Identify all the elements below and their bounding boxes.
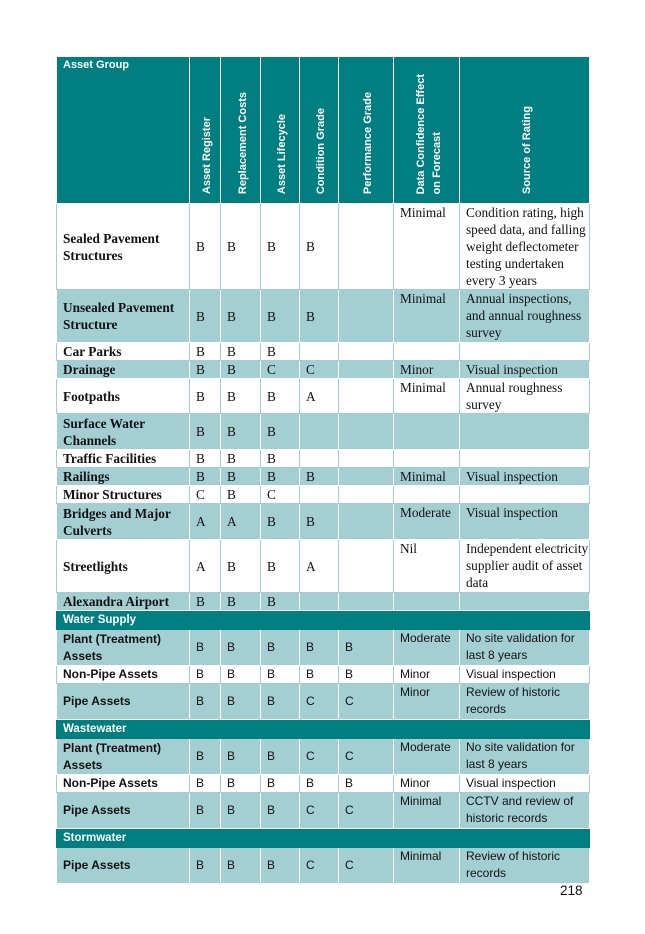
source-of-rating-cell: Annual roughness survey [460,379,590,414]
asset-lifecycle-cell: B [261,290,300,343]
asset-lifecycle-cell: C [261,361,300,379]
replacement-costs-cell: B [221,666,261,684]
asset-name-cell: Plant (Treatment) Assets [57,630,190,666]
condition-grade-cell: A [300,540,339,593]
replacement-costs-cell: B [221,848,261,884]
data-confidence-effect-cell [394,414,460,450]
performance-grade-cell [339,204,394,290]
table-body [57,204,590,884]
asset-lifecycle-cell: B [261,468,300,486]
replacement-costs-cell: B [221,379,261,414]
asset-name-cell: Unsealed Pavement Structure [57,290,190,343]
source-of-rating-cell: No site validation for last 8 years [460,739,590,775]
condition-grade-cell [300,343,339,361]
section-header-cell [460,829,590,848]
asset-register-cell: B [190,739,221,775]
table-header-row [57,57,590,204]
table-row [57,540,590,593]
replacement-costs-cell: A [221,504,261,540]
data-confidence-effect-cell: Minimal [394,204,460,290]
performance-grade-cell [339,414,394,450]
source-of-rating-cell: CCTV and review of historic records [460,793,590,829]
performance-grade-cell [339,593,394,611]
asset-name-cell: Footpaths [57,379,190,414]
header-replacement-costs-label: Replacement Costs [236,91,249,194]
condition-grade-cell: C [300,361,339,379]
section-header-row [57,720,590,739]
section-header-cell [460,611,590,630]
replacement-costs-cell: B [221,593,261,611]
asset-lifecycle-cell: B [261,593,300,611]
replacement-costs-cell: B [221,361,261,379]
source-of-rating-cell: Visual inspection [460,666,590,684]
data-confidence-effect-cell: Minimal [394,379,460,414]
section-header-cell [221,720,261,739]
asset-name-cell: Sealed Pavement Structures [57,204,190,290]
performance-grade-cell [339,486,394,504]
replacement-costs-cell: B [221,486,261,504]
asset-name-cell: Streetlights [57,540,190,593]
table-row [57,504,590,540]
section-header-cell [394,611,460,630]
section-header-cell [261,611,300,630]
section-title: Water Supply [57,611,190,630]
replacement-costs-cell: B [221,468,261,486]
data-confidence-effect-cell: Moderate [394,739,460,775]
condition-grade-cell: B [300,468,339,486]
section-header-cell [339,611,394,630]
table-row [57,739,590,775]
asset-register-cell: B [190,361,221,379]
data-confidence-effect-cell: Nil [394,540,460,593]
section-header-cell [460,720,590,739]
section-header-cell [300,720,339,739]
data-confidence-effect-cell: Minimal [394,290,460,343]
performance-grade-cell: B [339,666,394,684]
header-replacement-costs [221,57,261,204]
asset-register-cell: B [190,775,221,793]
performance-grade-cell [339,361,394,379]
asset-register-cell: B [190,630,221,666]
asset-lifecycle-cell: B [261,414,300,450]
asset-lifecycle-cell: B [261,793,300,829]
performance-grade-cell [339,504,394,540]
section-header-cell [300,611,339,630]
asset-name-cell: Railings [57,468,190,486]
header-asset-lifecycle [261,57,300,204]
table-row [57,343,590,361]
replacement-costs-cell: B [221,775,261,793]
replacement-costs-cell: B [221,204,261,290]
condition-grade-cell [300,414,339,450]
asset-name-cell: Traffic Facilities [57,450,190,468]
asset-register-cell: B [190,793,221,829]
performance-grade-cell [339,343,394,361]
asset-lifecycle-cell: B [261,684,300,720]
condition-grade-cell [300,593,339,611]
condition-grade-cell: B [300,290,339,343]
header-condition-grade-label: Condition Grade [315,107,327,194]
condition-grade-cell: A [300,379,339,414]
header-source-of-rating [460,57,590,204]
replacement-costs-cell: B [221,739,261,775]
asset-name-cell: Bridges and Major Culverts [57,504,190,540]
asset-register-cell: B [190,414,221,450]
asset-lifecycle-cell: B [261,848,300,884]
table-row [57,414,590,450]
performance-grade-cell: C [339,848,394,884]
table-row [57,684,590,720]
data-confidence-effect-cell: Minimal [394,468,460,486]
asset-lifecycle-cell: C [261,486,300,504]
source-of-rating-cell: Review of historic records [460,684,590,720]
data-confidence-effect-cell [394,343,460,361]
asset-lifecycle-cell: B [261,775,300,793]
asset-name-cell: Car Parks [57,343,190,361]
condition-grade-cell: C [300,848,339,884]
section-header-row [57,829,590,848]
section-header-cell [190,829,221,848]
asset-lifecycle-cell: B [261,666,300,684]
table-row [57,379,590,414]
asset-register-cell: B [190,593,221,611]
data-confidence-effect-cell: Minor [394,361,460,379]
asset-lifecycle-cell: B [261,504,300,540]
condition-grade-cell: C [300,684,339,720]
asset-lifecycle-cell: B [261,343,300,361]
replacement-costs-cell: B [221,630,261,666]
data-confidence-effect-cell [394,486,460,504]
table-row [57,593,590,611]
performance-grade-cell [339,290,394,343]
performance-grade-cell [339,379,394,414]
section-header-cell [339,720,394,739]
data-confidence-effect-cell: Moderate [394,504,460,540]
section-header-cell [339,829,394,848]
section-title: Wastewater [57,720,190,739]
asset-register-cell: A [190,540,221,593]
section-header-cell [190,720,221,739]
table-row [57,630,590,666]
replacement-costs-cell: B [221,290,261,343]
table-row [57,468,590,486]
table-row [57,361,590,379]
asset-lifecycle-cell: B [261,540,300,593]
asset-register-cell: A [190,504,221,540]
asset-lifecycle-cell: B [261,379,300,414]
source-of-rating-cell: Independent electricity supplier audit of asset data [460,540,590,593]
asset-register-cell: B [190,290,221,343]
data-confidence-effect-cell: Minimal [394,793,460,829]
section-header-cell [394,829,460,848]
data-confidence-effect-cell [394,593,460,611]
source-of-rating-cell [460,450,590,468]
performance-grade-cell: B [339,775,394,793]
asset-lifecycle-cell: B [261,450,300,468]
source-of-rating-cell [460,414,590,450]
header-asset-lifecycle-label: Asset Lifecycle [276,113,288,194]
performance-grade-cell: C [339,793,394,829]
condition-grade-cell: B [300,204,339,290]
asset-name-cell: Plant (Treatment) Assets [57,739,190,775]
header-asset-register [190,57,221,204]
table-row [57,486,590,504]
performance-grade-cell [339,468,394,486]
header-performance-grade-label: Performance Grade [362,91,374,194]
page-number: 218 [560,883,583,898]
data-confidence-effect-cell: Minimal [394,848,460,884]
section-header-cell [221,829,261,848]
condition-grade-cell: B [300,775,339,793]
source-of-rating-cell: Visual inspection [460,504,590,540]
header-source-of-rating-label: Source of Rating [520,105,533,194]
data-confidence-effect-cell: Minor [394,684,460,720]
header-asset-group: Asset Group [57,57,190,204]
asset-name-cell: Drainage [57,361,190,379]
source-of-rating-cell: Visual inspection [460,361,590,379]
asset-register-cell: B [190,379,221,414]
asset-register-cell: B [190,450,221,468]
asset-name-cell: Non-Pipe Assets [57,666,190,684]
source-of-rating-cell: Visual inspection [460,468,590,486]
asset-name-cell: Pipe Assets [57,684,190,720]
replacement-costs-cell: B [221,343,261,361]
asset-register-cell: B [190,204,221,290]
section-header-row [57,611,590,630]
asset-lifecycle-cell: B [261,204,300,290]
source-of-rating-cell: Review of historic records [460,848,590,884]
source-of-rating-cell: Annual inspections, and annual roughness survey [460,290,590,343]
table-row [57,666,590,684]
asset-register-cell: B [190,468,221,486]
table-row [57,450,590,468]
source-of-rating-cell: Condition rating, high speed data, and falling weight deflectometer testing undertaken every 3 years [460,204,590,290]
asset-data-confidence-table-container [56,56,589,884]
asset-name-cell: Pipe Assets [57,793,190,829]
header-data-confidence-effect-label: Data Confidence Effect on Forecast [414,73,443,194]
header-data-confidence-effect [394,57,460,204]
condition-grade-cell [300,486,339,504]
table-row [57,290,590,343]
data-confidence-effect-cell [394,450,460,468]
replacement-costs-cell: B [221,414,261,450]
condition-grade-cell: B [300,504,339,540]
asset-name-cell: Surface Water Channels [57,414,190,450]
data-confidence-effect-cell: Moderate [394,630,460,666]
section-header-cell [394,720,460,739]
performance-grade-cell: C [339,684,394,720]
performance-grade-cell: C [339,739,394,775]
data-confidence-effect-cell: Minor [394,775,460,793]
condition-grade-cell [300,450,339,468]
table-row [57,848,590,884]
performance-grade-cell: B [339,630,394,666]
source-of-rating-cell [460,593,590,611]
table-row [57,793,590,829]
header-performance-grade [339,57,394,204]
replacement-costs-cell: B [221,450,261,468]
section-header-cell [300,829,339,848]
performance-grade-cell [339,450,394,468]
asset-name-cell: Alexandra Airport [57,593,190,611]
data-confidence-effect-cell: Minor [394,666,460,684]
asset-register-cell: B [190,343,221,361]
asset-register-cell: B [190,666,221,684]
replacement-costs-cell: B [221,793,261,829]
asset-data-confidence-table [56,56,590,884]
asset-name-cell: Minor Structures [57,486,190,504]
section-title: Stormwater [57,829,190,848]
header-condition-grade [300,57,339,204]
source-of-rating-cell: No site validation for last 8 years [460,630,590,666]
section-header-cell [261,720,300,739]
section-header-cell [190,611,221,630]
asset-lifecycle-cell: B [261,630,300,666]
condition-grade-cell: B [300,630,339,666]
table-row [57,775,590,793]
section-header-cell [221,611,261,630]
source-of-rating-cell [460,343,590,361]
asset-register-cell: B [190,684,221,720]
condition-grade-cell: C [300,739,339,775]
asset-name-cell: Non-Pipe Assets [57,775,190,793]
table-row [57,204,590,290]
section-header-cell [261,829,300,848]
header-asset-register-label: Asset Register [201,116,213,194]
source-of-rating-cell: Visual inspection [460,775,590,793]
asset-register-cell: B [190,848,221,884]
condition-grade-cell: B [300,666,339,684]
condition-grade-cell: C [300,793,339,829]
performance-grade-cell [339,540,394,593]
asset-register-cell: C [190,486,221,504]
asset-name-cell: Pipe Assets [57,848,190,884]
source-of-rating-cell [460,486,590,504]
replacement-costs-cell: B [221,684,261,720]
replacement-costs-cell: B [221,540,261,593]
asset-lifecycle-cell: B [261,739,300,775]
